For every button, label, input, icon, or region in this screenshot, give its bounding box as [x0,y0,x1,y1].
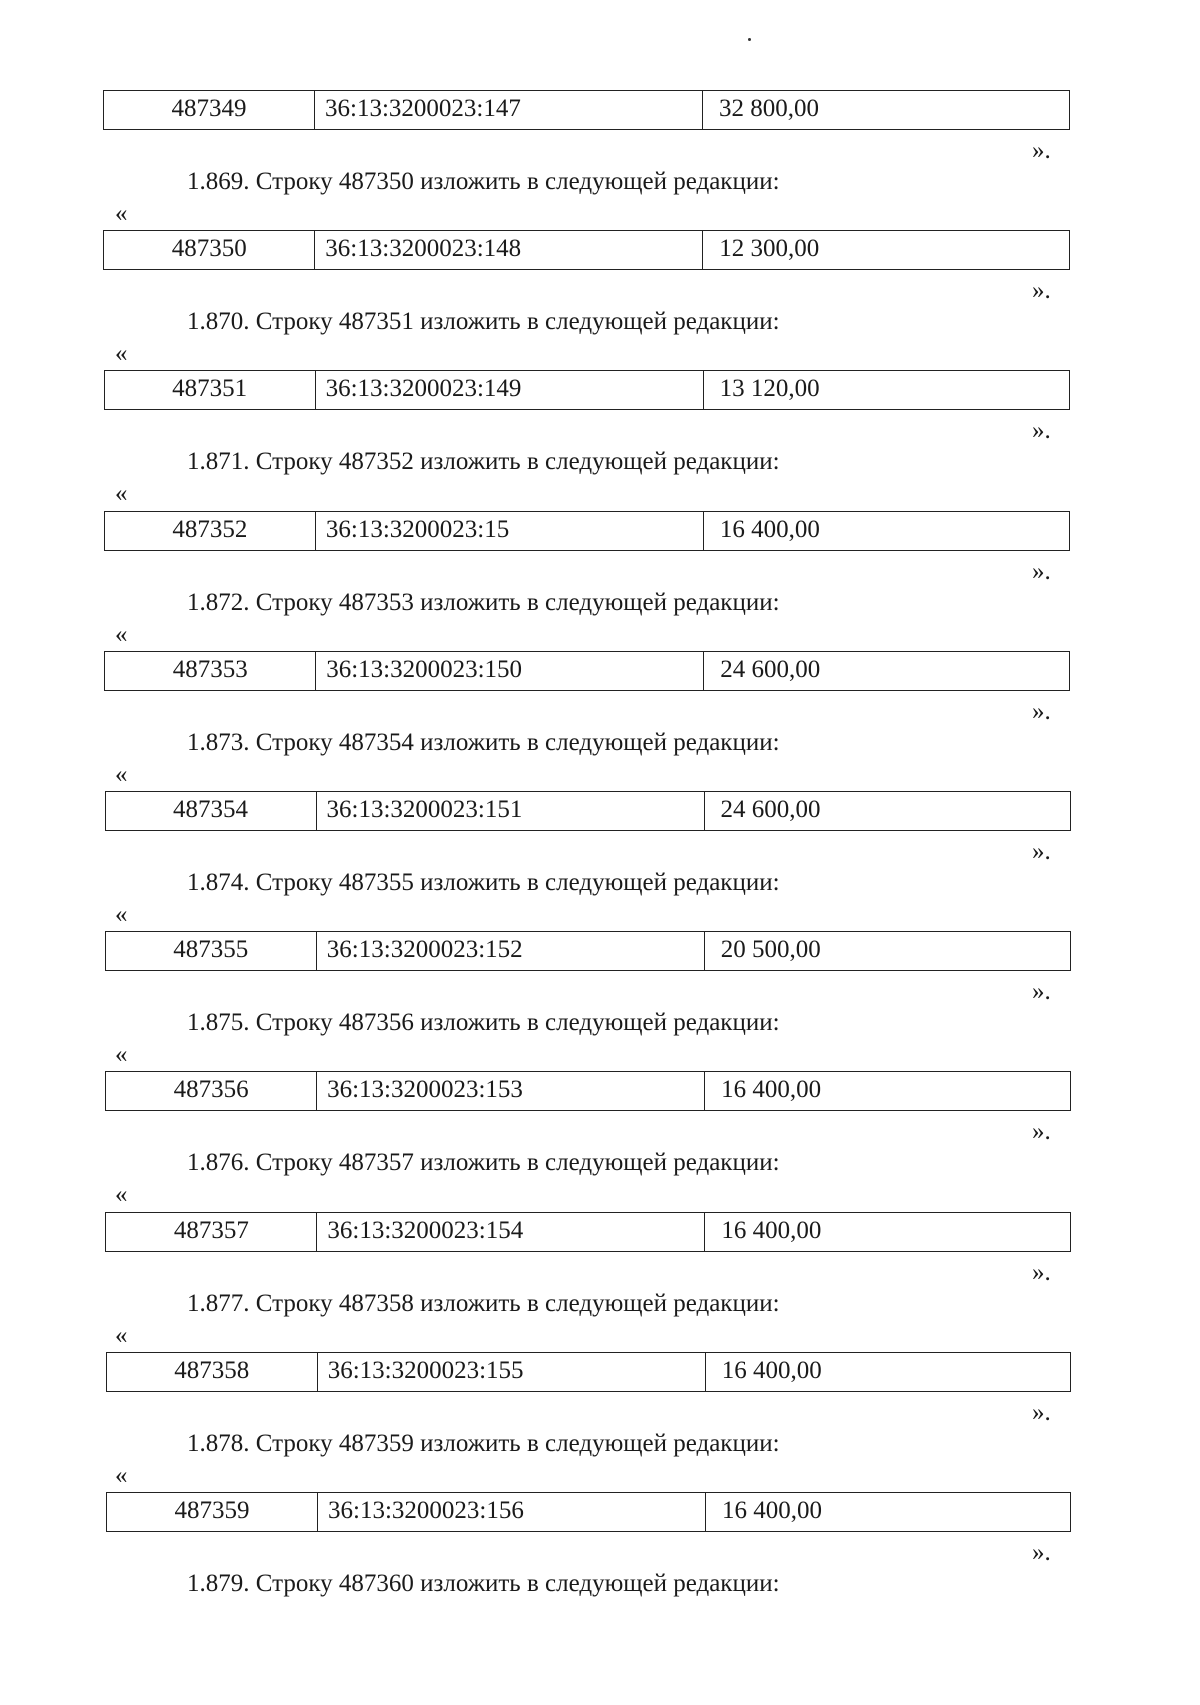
amendment-paragraph: 1.876. Строку 487357 изложить в следующей редакции: [187,1149,780,1177]
opening-quote: « [115,760,128,788]
amendment-paragraph: 1.869. Строку 487350 изложить в следующей редакции: [187,168,780,195]
row-id-cell: 487349 [104,91,315,129]
closing-quote: ». [1032,1398,1051,1426]
value-cell: 16 400,00 [721,1356,822,1384]
opening-quote: « [115,1041,128,1069]
amendment-paragraph: 1.875. Строку 487356 изложить в следующей редакции: [187,1009,780,1037]
value-cell: 32 800,00 [719,95,819,122]
row-id-cell: 487356 [106,1072,317,1110]
cadastral-number-cell: 36:13:3200023:154 [317,1213,705,1251]
table-row [105,791,1071,831]
closing-quote: ». [1032,978,1051,1006]
closing-quote: ». [1032,137,1051,164]
cadastral-number-cell: 36:13:3200023:147 [315,91,703,129]
closing-quote: ». [1032,1539,1051,1566]
closing-quote: ». [1032,277,1051,305]
value-cell: 12 300,00 [719,235,820,263]
table-row [105,1212,1070,1252]
cadastral-number-cell: 36:13:3200023:149 [316,371,704,409]
closing-quote: ». [1032,1118,1051,1146]
amendment-paragraph: 1.871. Строку 487352 изложить в следующей редакции: [187,448,780,476]
row-id-cell: 487350 [104,231,315,269]
amendment-paragraph: 1.878. Строку 487359 изложить в следующей редакции: [187,1429,780,1457]
amendment-paragraph: 1.879. Строку 487360 изложить в следующей редакции: [187,1570,780,1597]
table-row [103,230,1070,270]
closing-quote: ». [1032,838,1051,865]
opening-quote: « [115,901,128,928]
row-id-cell: 487357 [106,1213,317,1251]
opening-quote: « [115,1461,128,1489]
row-id-cell: 487351 [105,371,316,409]
amendment-paragraph: 1.870. Строку 487351 изложить в следующей редакции: [187,308,780,336]
cadastral-number-cell: 36:13:3200023:156 [318,1493,706,1531]
table-row [104,651,1070,691]
opening-quote: « [115,620,128,648]
value-cell: 20 500,00 [720,936,821,964]
row-id-cell: 487359 [107,1493,318,1531]
cadastral-number-cell: 36:13:3200023:151 [317,792,705,830]
value-cell: 16 400,00 [722,1497,822,1524]
row-id-cell: 487354 [106,792,317,830]
table-row [103,90,1070,130]
value-cell: 24 600,00 [720,655,821,683]
cadastral-number-cell: 36:13:3200023:150 [316,652,704,690]
opening-quote: « [115,340,128,368]
row-id-cell: 487355 [106,932,317,970]
amendment-paragraph: 1.873. Строку 487354 изложить в следующей редакции: [187,728,780,756]
amendment-paragraph: 1.874. Строку 487355 изложить в следующей редакции: [187,869,780,896]
closing-quote: ». [1032,1258,1051,1286]
opening-quote: « [115,1321,128,1349]
closing-quote: ». [1032,697,1051,725]
table-row [105,931,1071,971]
value-cell: 16 400,00 [721,1216,822,1244]
value-cell: 24 600,00 [720,796,821,823]
closing-quote: ». [1032,417,1051,445]
cadastral-number-cell: 36:13:3200023:155 [318,1353,706,1391]
cadastral-number-cell: 36:13:3200023:15 [316,512,704,550]
closing-quote: ». [1032,557,1051,585]
scan-speck [748,38,751,41]
table-row [106,1492,1071,1532]
opening-quote: « [115,1181,128,1209]
row-id-cell: 487353 [105,652,316,690]
table-row [104,370,1071,410]
cadastral-number-cell: 36:13:3200023:152 [317,932,705,970]
table-row [104,511,1070,551]
cadastral-number-cell: 36:13:3200023:148 [315,231,703,269]
table-row [106,1352,1071,1392]
row-id-cell: 487358 [107,1353,318,1391]
opening-quote: « [115,480,128,508]
cadastral-number-cell: 36:13:3200023:153 [317,1072,705,1110]
opening-quote: « [115,200,128,227]
table-row [105,1071,1071,1111]
value-cell: 16 400,00 [721,1076,822,1104]
value-cell: 16 400,00 [719,515,820,543]
amendment-paragraph: 1.877. Строку 487358 изложить в следующей редакции: [187,1289,780,1317]
value-cell: 13 120,00 [719,375,820,403]
amendment-paragraph: 1.872. Строку 487353 изложить в следующей редакции: [187,588,780,616]
row-id-cell: 487352 [105,512,316,550]
